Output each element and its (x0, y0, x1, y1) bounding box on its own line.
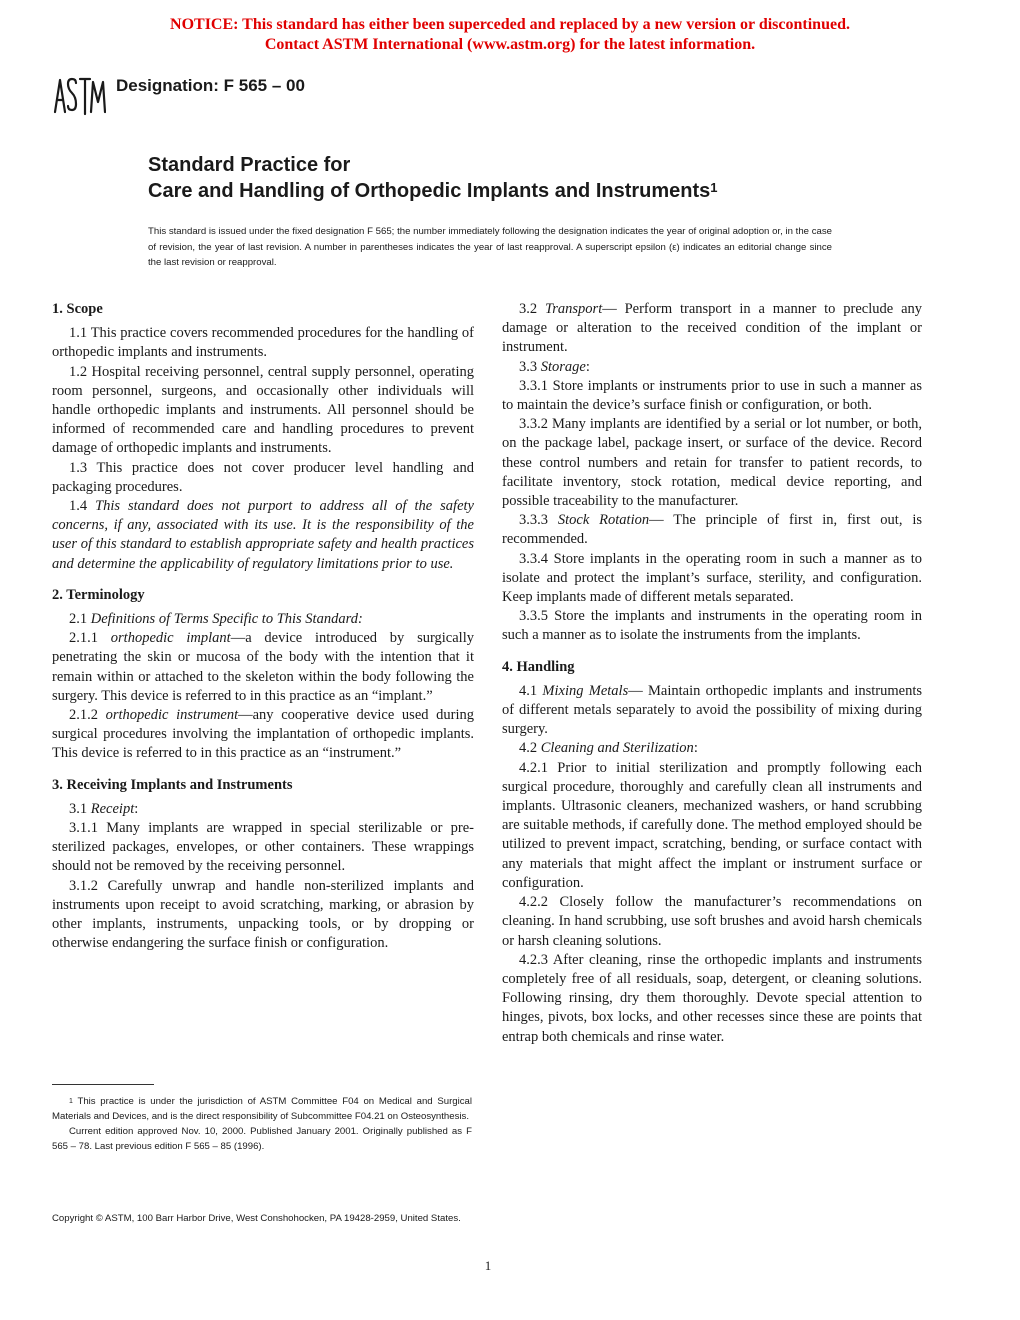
paragraph-3-3-4: 3.3.4 Store implants in the operating room in such a manner as to isolate and protect the implant’s surface, sterility, and configuration. Keep implants made of different metals separated. (502, 550, 922, 606)
paragraph-3-3-2: 3.3.2 Many implants are identified by a serial or lot number, or both, on the package label, package insert, or surface of the device. Record these control numbers and retain for transfer to patient records, to facilitate inventory, stock rotation, medical device reporting, and possible traceability to the manufacturer. (502, 416, 922, 510)
title-footnote-mark: 1 (710, 180, 718, 195)
punctuation: : (585, 358, 590, 375)
notice-line-1: NOTICE: This standard has either been superceded and replaced by a new version or discontinued. (170, 16, 850, 33)
title-line-2-text: Care and Handling of Orthopedic Implants and Instruments (148, 180, 711, 202)
right-column (502, 300, 922, 1047)
term: orthopedic implant (110, 630, 231, 647)
paragraph-1-4 (52, 497, 474, 574)
copyright: Copyright © ASTM, 100 Barr Harbor Drive, West Conshohocken, PA 19428-2959, United States. (52, 1213, 461, 1224)
section-heading-handling: 4. Handling (502, 658, 575, 675)
term: Receipt (90, 800, 135, 817)
term: Mixing Metals (542, 682, 629, 699)
supersession-notice (0, 15, 1020, 55)
term: Storage (540, 358, 586, 375)
paragraph-4-2-1: 4.2.1 Prior to initial sterilization and promptly following each surgical procedure, thoroughly and carefully clean all instruments and implants. Ultrasonic cleaners, mechanized washers, or hand scrubbing are suitable methods, if carefully done. The method employed should be utilized to prevent impact, scratching, bending, or surface contact with any materials that might affect the implant or instrument surface or configuration. (502, 759, 922, 891)
punctuation: : (693, 740, 698, 757)
punctuation: : (134, 800, 139, 817)
paragraph-number: 1.4 (69, 498, 88, 515)
term: Transport (545, 301, 603, 317)
section-heading-scope: 1. Scope (52, 301, 103, 317)
paragraph-2-1-1 (52, 629, 474, 706)
title-line-1: Standard Practice for (148, 154, 351, 176)
paragraph-3-3 (502, 358, 922, 377)
paragraph-4-2-3: 4.2.3 After cleaning, rinse the orthopedic implants and instruments completely free of all residuals, soap, detergent, or cleaning solutions. Following rinsing, dry them thoroughly. Devote special attention to hinges, pivots, box locks, and other recesses since these are points that entrap both chemicals and rinse water. (502, 951, 922, 1045)
paragraph-number: 3.3 (519, 358, 538, 375)
term: orthopedic instrument (105, 707, 239, 724)
term: Stock Rotation (557, 512, 650, 529)
title-line-2 (148, 178, 718, 204)
paragraph-4-2 (502, 739, 922, 758)
astm-logo-icon (52, 74, 106, 118)
paragraph-3-1-1: 3.1.1 Many implants are wrapped in special sterilizable or pre-sterilized packages, envelopes, or other containers. These wrappings should not be removed by the receiving personnel. (52, 820, 474, 875)
paragraph-1-1: 1.1 This practice covers recommended procedures for the handling of orthopedic implants and instruments. (52, 325, 474, 361)
footnote-2: Current edition approved Nov. 10, 2000. Published January 2001. Originally published as F 565 – 78. Last previous edition F 565 – 85 (1996). (52, 1126, 472, 1152)
paragraph-1-3: 1.3 This practice does not cover producer level handling and packaging procedures. (52, 459, 474, 495)
paragraph-4-2-2: 4.2.2 Closely follow the manufacturer’s recommendations on cleaning. In hand scrubbing, use soft brushes and avoid harsh chemicals or harsh cleaning solutions. (502, 894, 922, 949)
paragraph-3-2 (502, 300, 922, 358)
issuance-note: This standard is issued under the fixed designation F 565; the number immediately following the designation indicates the year of original adoption or, in the case of revision, the year of last revision. A number in parentheses indicates the year of last reapproval. A superscript epsilon (ε) indicates an editorial change since the last revision or reapproval. (148, 226, 832, 268)
page-number: 1 (484, 1258, 492, 1273)
paragraph-1-2: 1.2 Hospital receiving personnel, central supply personnel, operating room personnel, surgeons, and occasionally other individuals will handle orthopedic implants and instruments. All personnel should be informed of recommended care and handling procedures to prevent damage of orthopedic implants and instruments. (52, 363, 474, 457)
paragraph-3-3-1: 3.3.1 Store implants or instruments prior to use in such a manner as to maintain the device’s surface finish or configuration, or both. (502, 377, 922, 414)
paragraph-number: 3.3.3 (519, 512, 548, 529)
notice-line-2: Contact ASTM International (www.astm.org) for the latest information. (264, 36, 756, 53)
paragraph-1-4-text: This standard does not purport to address all of the safety concerns, if any, associated with its use. It is the responsibility of the user of this standard to establish appropriate safety and health practices and determine the applicability of regulatory limitations prior to use. (52, 498, 474, 572)
designation: Designation: F 565 – 00 (116, 76, 305, 95)
paragraph-number: 3.2 (519, 301, 538, 317)
footnote (52, 1094, 472, 1154)
paragraph-2-1-2 (52, 706, 474, 764)
footnote-divider (52, 1084, 154, 1085)
definition: — Perform transport in a manner to preclude any damage or alteration to the received condition of the implant or instrument. (502, 301, 923, 356)
paragraph-number: 4.1 (519, 682, 538, 699)
footnote-mark: 1 (69, 1098, 73, 1105)
paragraph-number: 4.2 (519, 740, 538, 757)
definition: —a device introduced by surgically penetrating the skin or mucosa of the body with the intention that it remain within or attached to the skeleton within the body following the surgery. This device is referred to in this practice as an “implant.” (52, 630, 474, 704)
paragraph-4-1 (502, 682, 922, 740)
page-title (148, 152, 718, 204)
paragraph-number: 2.1 (69, 611, 88, 628)
left-column (52, 300, 474, 954)
definition: —any cooperative device used during surgical procedures involving the implantation of orthopedic implants. This device is referred to in this practice as an “instrument.” (52, 707, 474, 762)
footnote-1 (52, 1094, 472, 1124)
footnote-text-1: This practice is under the jurisdiction of ASTM Committee F04 on Medical and Surgical Materials and Devices, and is the direct responsibility of Subcommittee F04.21 on Osteosynthesis. (52, 1096, 472, 1122)
section-heading-receiving: 3. Receiving Implants and Instruments (52, 776, 293, 793)
term: Definitions of Terms Specific to This Standard: (90, 611, 363, 628)
paragraph-2-1 (52, 610, 474, 629)
paragraph-3-1-2: 3.1.2 Carefully unwrap and handle non-sterilized implants and instruments upon receipt to avoid scratching, marking, or abrasion by other implants, instruments, unpacking tools, or by dropping or otherwise endangering the surface finish or configuration. (52, 877, 474, 952)
paragraph-3-1 (52, 800, 474, 819)
section-heading-terminology: 2. Terminology (52, 586, 145, 603)
definition: — Maintain orthopedic implants and instruments of different metals separately to avoid the possibility of mixing during surgery. (502, 682, 922, 738)
paragraph-number: 2.1.1 (69, 630, 98, 647)
paragraph-3-3-5: 3.3.5 Store the implants and instruments in the operating room in such a manner as to isolate the instruments from the implants. (502, 608, 922, 644)
definition: — The principle of first in, first out, is recommended. (502, 512, 923, 548)
paragraph-number: 3.1 (69, 800, 88, 817)
paragraph-3-3-3 (502, 511, 922, 549)
term: Cleaning and Sterilization (540, 740, 694, 757)
paragraph-number: 2.1.2 (69, 707, 98, 724)
